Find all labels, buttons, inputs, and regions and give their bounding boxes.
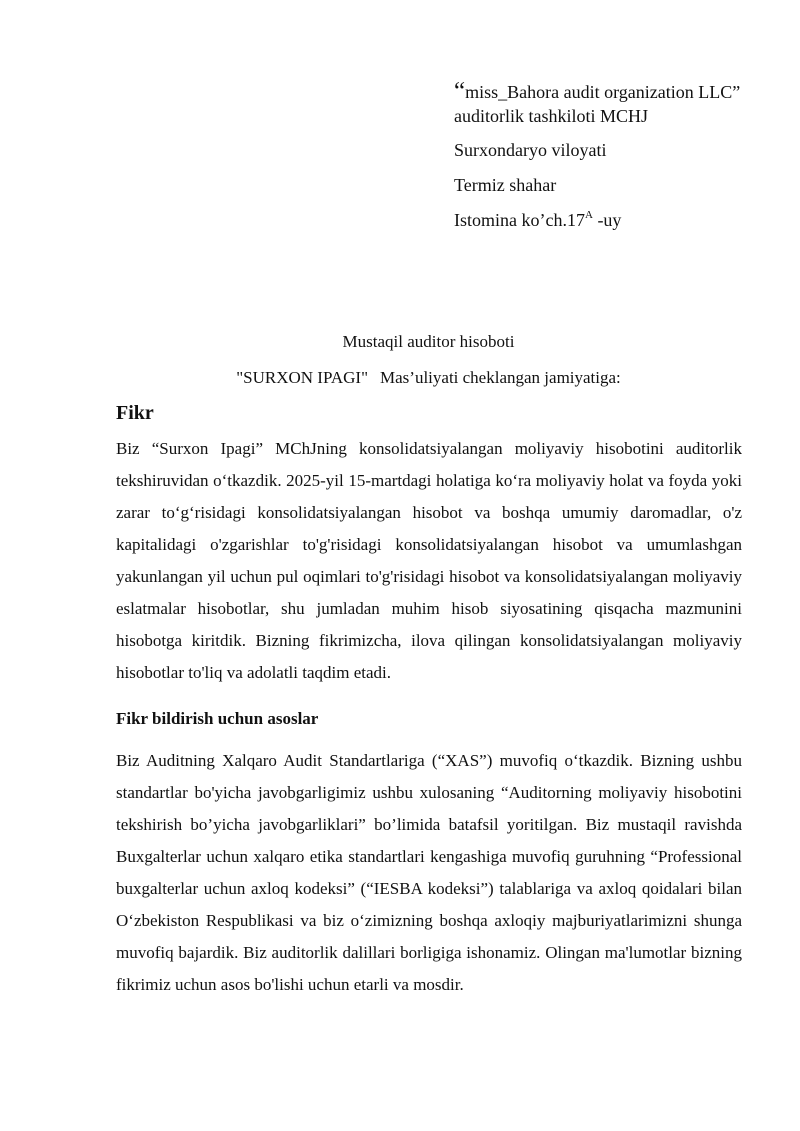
addressee-company-type: Mas’uliyati cheklangan jamiyatiga: [380, 368, 621, 387]
address-street-superscript: A [584, 209, 593, 221]
address-street-main: Istomina ko’ch.17 [454, 210, 585, 230]
address-city: Termiz shahar [454, 175, 557, 195]
address-street-suffix: -uy [592, 210, 622, 230]
auditor-organization-type: auditorlik tashkiloti MCHJ [454, 106, 649, 126]
opening-quote: “ [454, 78, 466, 105]
address-region: Surxondaryo viloyati [454, 140, 607, 160]
opinion-heading: Fikr [116, 402, 154, 424]
auditor-organization-line [454, 80, 784, 104]
basis-heading: Fikr bildirish uchun asoslar [116, 709, 319, 728]
report-addressee [0, 367, 800, 389]
address-street [454, 208, 784, 232]
basis-paragraph: Biz Auditning Xalqaro Audit Standartlariga (“XAS”) muvofiq o‘tkazdik. Bizning ushbu standartlar bo'yicha javobgarligimiz ushbu xulosaning “Auditorning moliyaviy hisobotini tekshirish bo’yicha javobgarliklari” bo’limida batafsil yoritilgan. Biz mustaqil ravishda Buxgalterlar uchun xalqaro etika standartlari kengashiga muvofiq guruhning “Professional buxgalterlar uchun axloq kodeksi” (“IESBA kodeksi”) talablariga va axloq qoidalari bilan O‘zbekiston Respublikasi va biz o‘zimizning boshqa axloqiy majburiyatlarimizni shunga muvofiq bajardik. Biz auditorlik dalillari borligiga ishonamiz. Olingan ma'lumotlar bizning fikrimiz uchun asos bo'lishi uchun etarli va mosdir. [116, 751, 742, 994]
auditor-organization-name: miss_Bahora audit organization LLC” [465, 82, 741, 102]
addressee-company: "SURXON IPAGI" [236, 368, 369, 387]
recipient-address-block [454, 80, 784, 232]
opinion-paragraph: Biz “Surxon Ipagi” MChJning konsolidatsiyalangan moliyaviy hisobotini auditorlik tekshiruvidan o‘tkazdik. 2025-yil 15-martdagi holatiga ko‘ra moliyaviy holat va foyda yoki zarar to‘g‘risidagi konsolidatsiyalangan hisobot va boshqa umumiy daromadlar, o'z kapitalidagi o'zgarishlar to'g'risidagi konsolidatsiyalangan hisobot va umumlashgan yakunlangan yil uchun pul oqimlari to'g'risidagi hisobot va konsolidatsiyalangan moliyaviy eslatmalar hisobotlar, shu jumladan muhim hisob siyosatining qisqacha mazmunini hisobotga kiritdik. Bizning fikrimizcha, ilova qilingan konsolidatsiyalangan moliyaviy hisobotlar to'liq va adolatli taqdim etadi. [116, 439, 742, 682]
report-title: Mustaqil auditor hisoboti [342, 332, 515, 351]
